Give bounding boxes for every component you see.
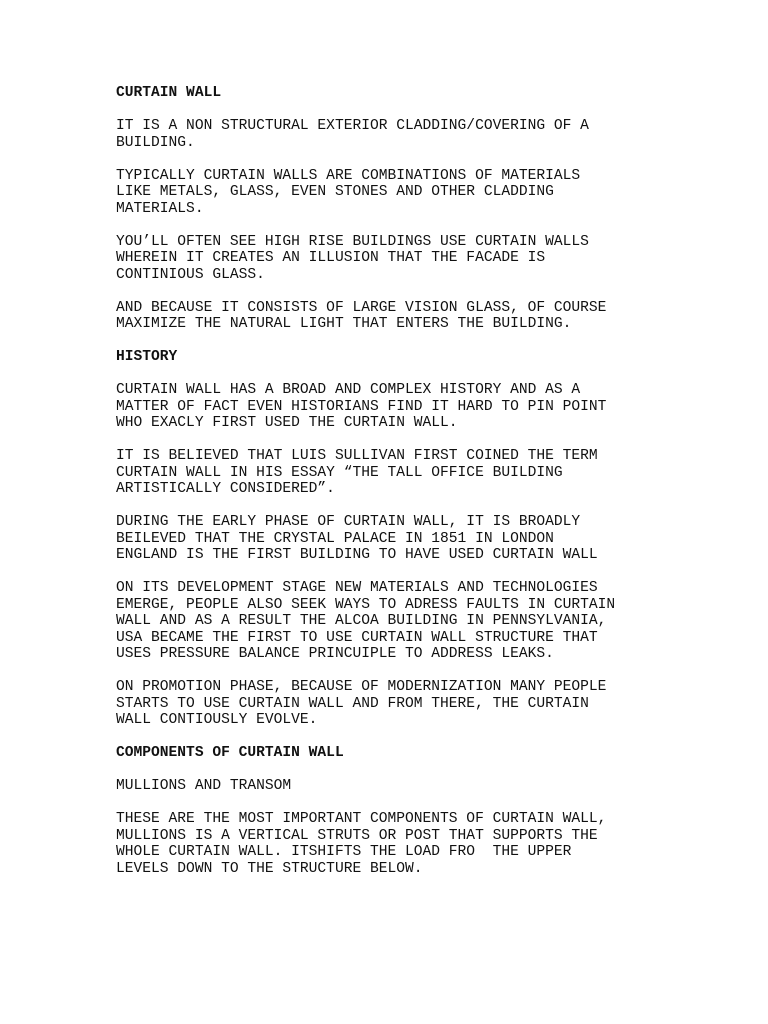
paragraph: ON ITS DEVELOPMENT STAGE NEW MATERIALS AND TECHNOLOGIES EMERGE, PEOPLE ALSO SEEK WAYS TO ADRESS FAULTS IN CURTAIN WALL AND AS A RESULT THE ALCOA BUILDING IN PENNSYLVANIA, USA BECAME THE FIRST TO USE CURTAIN WALL STRUCTURE THAT USES PRESSURE BALANCE PRINCUIPLE TO ADDRESS LEAKS.	[116, 580, 616, 662]
section-heading-history: HISTORY	[116, 349, 178, 365]
section-heading-components: COMPONENTS OF CURTAIN WALL	[116, 745, 344, 761]
paragraph: TYPICALLY CURTAIN WALLS ARE COMBINATIONS OF MATERIALS LIKE METALS, GLASS, EVEN STONES AND OTHER CLADDING MATERIALS.	[116, 167, 581, 217]
document-title: CURTAIN WALL	[116, 85, 222, 101]
paragraph: CURTAIN WALL HAS A BROAD AND COMPLEX HISTORY AND AS A MATTER OF FACT EVEN HISTORIANS FIND IT HARD TO PIN POINT WHO EXACLY FIRST USED THE CURTAIN WALL.	[116, 382, 607, 431]
paragraph: IT IS BELIEVED THAT LUIS SULLIVAN FIRST COINED THE TERM CURTAIN WALL IN HIS ESSAY “THE TALL OFFICE BUILDING ARTISTICALLY CONSIDERED”.	[116, 448, 598, 497]
paragraph: IT IS A NON STRUCTURAL EXTERIOR CLADDING/COVERING OF A BUILDING.	[116, 118, 589, 151]
paragraph: ON PROMOTION PHASE, BECAUSE OF MODERNIZATION MANY PEOPLE STARTS TO USE CURTAIN WALL AND FROM THERE, THE CURTAIN WALL CONTIOUSLY EVOLVE.	[116, 679, 607, 728]
document-body	[116, 85, 676, 894]
paragraph: AND BECAUSE IT CONSISTS OF LARGE VISION GLASS, OF COURSE MAXIMIZE THE NATURAL LIGHT THAT ENTERS THE BUILDING.	[116, 299, 607, 332]
paragraph: THESE ARE THE MOST IMPORTANT COMPONENTS OF CURTAIN WALL, MULLIONS IS A VERTICAL STRUTS OR POST THAT SUPPORTS THE WHOLE CURTAIN WALL. ITSHIFTS THE LOAD FRO THE UPPER LEVELS DOWN TO THE STRUCTURE BELOW.	[116, 811, 607, 877]
subheading-mullions-transom: MULLIONS AND TRANSOM	[116, 778, 292, 794]
paragraph: YOU’LL OFTEN SEE HIGH RISE BUILDINGS USE CURTAIN WALLS WHEREIN IT CREATES AN ILLUSION THAT THE FACADE IS CONTINIOUS GLASS.	[116, 233, 589, 283]
paragraph: DURING THE EARLY PHASE OF CURTAIN WALL, IT IS BROADLY BEILEVED THAT THE CRYSTAL PALACE IN 1851 IN LONDON ENGLAND IS THE FIRST BUILDING TO HAVE USED CURTAIN WALL	[116, 514, 598, 563]
